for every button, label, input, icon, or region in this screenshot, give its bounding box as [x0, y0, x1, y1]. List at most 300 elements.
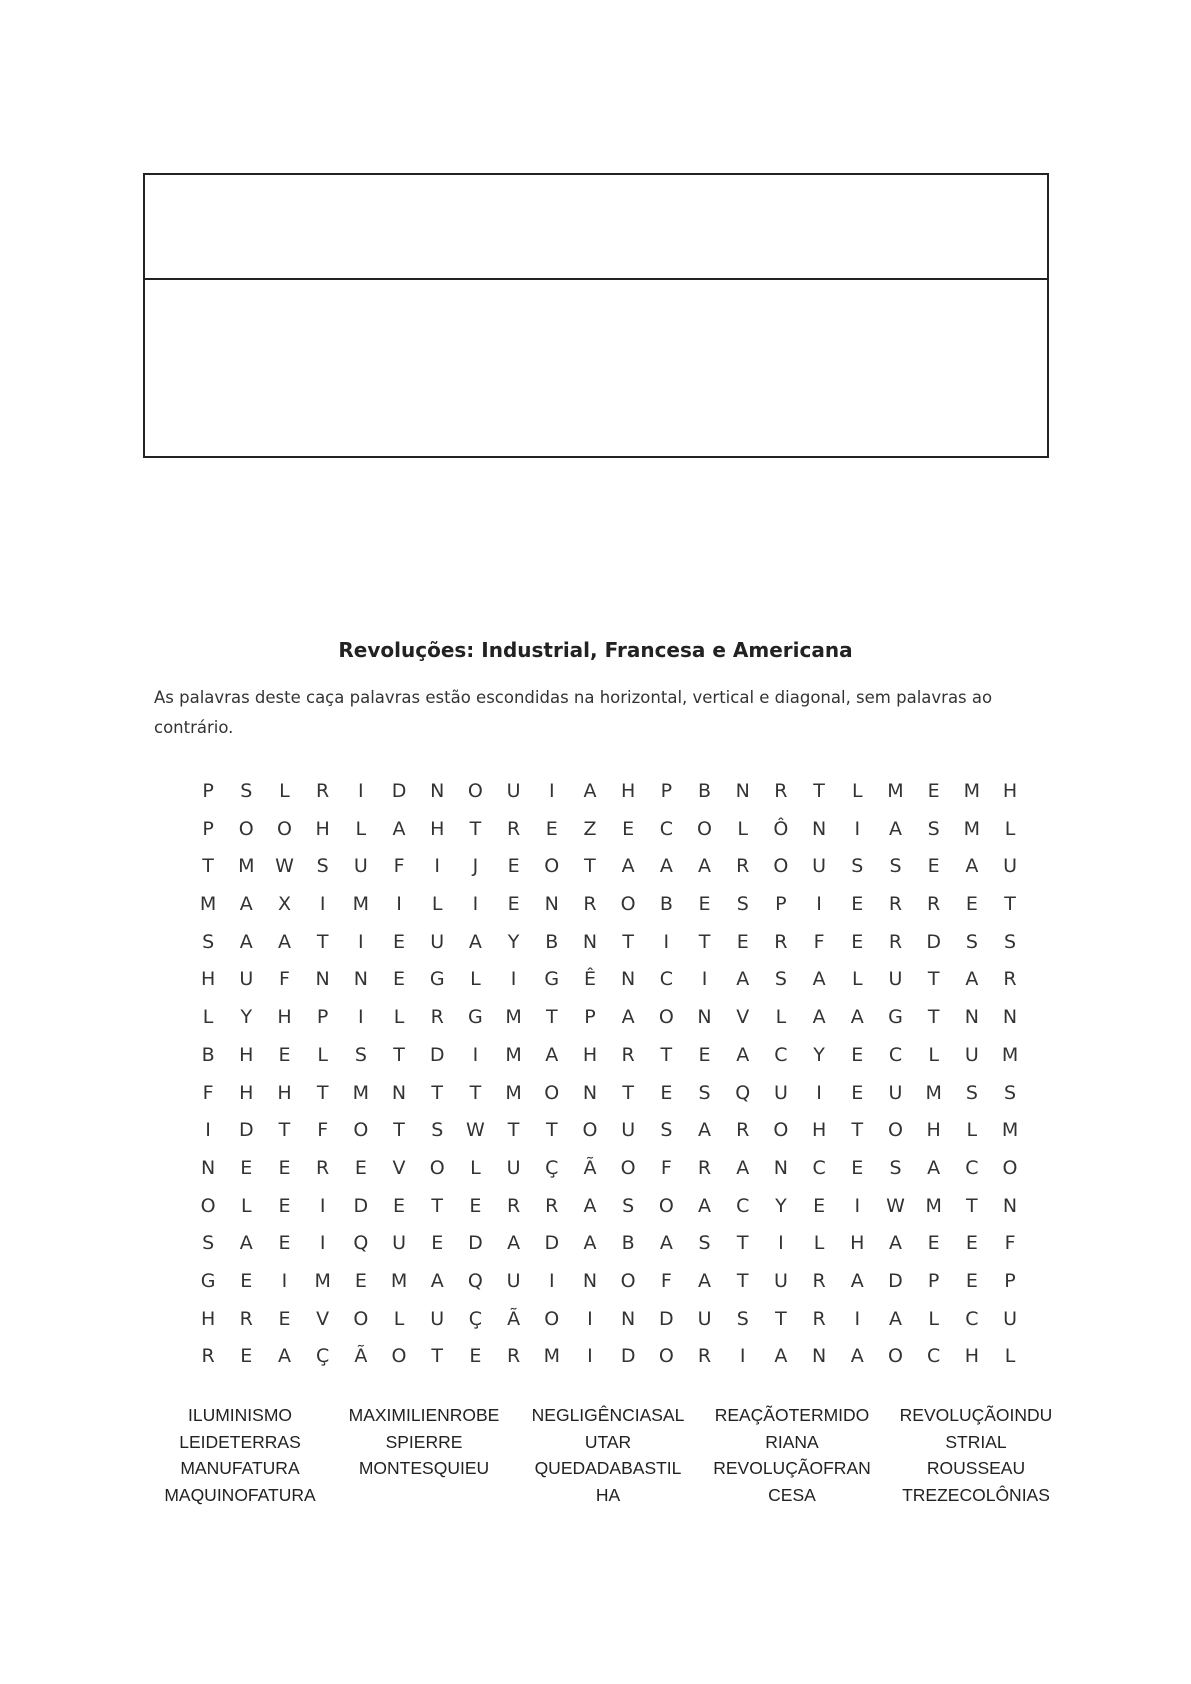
grid-cell: S	[202, 1232, 215, 1255]
grid-cell: H	[621, 780, 636, 802]
grid-cell: C	[927, 1345, 941, 1368]
grid-cell: R	[736, 1119, 750, 1142]
grid-cell: U	[1003, 855, 1017, 878]
grid-cell: A	[277, 930, 291, 953]
word-column	[148, 1402, 332, 1508]
grid-cell: Q	[735, 1081, 751, 1104]
grid-cell: U	[506, 780, 521, 802]
grid-cell: N	[582, 1081, 598, 1104]
grid-cell: A	[965, 968, 979, 991]
grid-cell: A	[850, 1006, 864, 1029]
grid-cell: Y	[507, 930, 520, 953]
grid-cell: T	[545, 1119, 558, 1142]
grid-row	[189, 999, 1029, 1037]
word-item: UTAR	[584, 1431, 632, 1452]
grid-cell: D	[353, 1194, 369, 1217]
grid-cell: V	[316, 1307, 330, 1330]
grid-cell: O	[887, 1345, 903, 1368]
grid-cell: N	[811, 1345, 827, 1368]
grid-cell: C	[888, 1043, 903, 1066]
grid-cell: I	[778, 1232, 784, 1255]
grid-cell: D	[620, 1345, 636, 1368]
grid-cell: I	[472, 1043, 479, 1066]
grid-cell: A	[850, 1345, 864, 1368]
grid-cell: A	[812, 968, 826, 991]
grid-cell: T	[278, 1119, 291, 1142]
grid-cell: S	[202, 930, 215, 953]
grid-cell: S	[774, 968, 787, 991]
grid-row	[189, 886, 1029, 924]
grid-cell: H	[582, 1043, 598, 1066]
grid-cell: L	[470, 968, 481, 991]
grid-cell: M	[199, 893, 217, 916]
grid-cell: Ô	[773, 817, 789, 840]
grid-cell: U	[506, 1156, 521, 1179]
grid-cell: R	[927, 893, 941, 916]
word-item: SPIERRE	[385, 1431, 463, 1452]
grid-cell: W	[466, 1119, 485, 1142]
grid-cell: E	[851, 1081, 864, 1104]
grid-cell: W	[275, 855, 294, 878]
grid-cell: T	[431, 1345, 444, 1368]
grid-cell: C	[736, 1194, 750, 1217]
grid-cell: O	[773, 855, 789, 878]
grid-cell: R	[201, 1345, 215, 1368]
grid-cell: F	[660, 1269, 672, 1292]
grid-cell: M	[963, 780, 981, 802]
word-item: NEGLIGÊNCIASAL	[531, 1405, 685, 1425]
grid-cell: R	[812, 1307, 826, 1330]
grid-cell: Y	[240, 1006, 253, 1029]
grid-cell: L	[431, 893, 443, 916]
grid-cell: A	[774, 1345, 788, 1368]
grid-cell: A	[736, 968, 750, 991]
grid-cell: C	[659, 817, 673, 840]
grid-cell: I	[587, 1345, 593, 1368]
grid-cell: M	[887, 780, 904, 802]
grid-cell: T	[736, 1232, 749, 1255]
grid-cell: U	[697, 1307, 712, 1330]
grid-cell: A	[468, 930, 482, 953]
grid-cell: H	[926, 1119, 941, 1142]
grid-cell: L	[317, 1043, 328, 1066]
grid-cell: G	[468, 1006, 483, 1029]
grid-cell: E	[278, 1043, 291, 1066]
grid-cell: T	[1004, 893, 1016, 916]
grid-cell: O	[658, 1194, 674, 1217]
grid-cell: R	[316, 780, 330, 802]
grid-cell: L	[240, 1194, 252, 1217]
word-item: QUEDADABASTIL	[534, 1458, 682, 1478]
grid-cell: O	[429, 1156, 445, 1179]
grid-cell: L	[355, 817, 367, 840]
grid-cell: T	[469, 1081, 482, 1104]
grid-cell: E	[545, 817, 558, 840]
grid-cell: I	[319, 1232, 326, 1255]
grid-row	[189, 1075, 1029, 1113]
grid-cell: E	[660, 1081, 673, 1104]
grid-cell: L	[393, 1006, 405, 1029]
grid-cell: I	[548, 1269, 555, 1292]
grid-cell: A	[545, 1043, 559, 1066]
grid-cell: O	[391, 1345, 407, 1368]
word-item: LEIDETERRAS	[179, 1431, 301, 1452]
grid-cell: D	[926, 930, 941, 953]
grid-cell: E	[851, 930, 864, 953]
grid-row	[189, 848, 1029, 886]
grid-cell: T	[507, 1119, 520, 1142]
grid-cell: Ç	[468, 1307, 483, 1330]
word-item: RIANA	[765, 1431, 819, 1452]
grid-cell: O	[658, 1345, 674, 1368]
grid-cell: O	[353, 1307, 369, 1330]
grid-cell: U	[506, 1269, 521, 1292]
grid-cell: A	[583, 1194, 597, 1217]
grid-cell: G	[200, 1269, 216, 1292]
grid-cell: P	[1004, 1269, 1016, 1292]
letter-grid	[189, 773, 1029, 1376]
grid-cell: F	[279, 968, 290, 991]
grid-cell: F	[813, 930, 825, 953]
grid-cell: I	[358, 930, 364, 953]
grid-cell: R	[888, 893, 903, 916]
grid-cell: N	[1002, 1194, 1018, 1217]
grid-cell: S	[965, 1081, 978, 1104]
grid-cell: A	[239, 1232, 253, 1255]
grid-cell: T	[545, 1006, 558, 1029]
grid-cell: I	[816, 1081, 822, 1104]
grid-cell: S	[354, 1043, 367, 1066]
grid-cell: M	[963, 817, 981, 840]
grid-cell: L	[470, 1156, 481, 1179]
grid-cell: D	[238, 1119, 254, 1142]
grid-cell: Ç	[545, 1156, 559, 1179]
grid-cell: M	[352, 1081, 370, 1104]
grid-cell: R	[545, 1194, 559, 1217]
grid-row	[189, 811, 1029, 849]
grid-cell: O	[773, 1119, 789, 1142]
grid-cell: T	[316, 930, 329, 953]
grid-row	[189, 961, 1029, 999]
grid-cell: M	[390, 1269, 408, 1292]
grid-cell: A	[850, 1269, 864, 1292]
grid-cell: H	[200, 1307, 216, 1330]
grid-cell: L	[966, 1119, 978, 1142]
grid-cell: O	[467, 780, 483, 802]
grid-cell: G	[888, 1006, 903, 1029]
grid-cell: D	[468, 1232, 483, 1255]
grid-cell: N	[315, 968, 330, 991]
grid-cell: I	[396, 893, 402, 916]
grid-cell: N	[430, 780, 445, 802]
grid-cell: I	[739, 1345, 746, 1368]
grid-cell: I	[472, 893, 479, 916]
grid-cell: O	[887, 1119, 903, 1142]
grid-cell: G	[544, 968, 560, 991]
grid-cell: S	[698, 1232, 711, 1255]
grid-cell: H	[430, 817, 445, 840]
word-column	[884, 1402, 1068, 1508]
grid-cell: A	[507, 1232, 521, 1255]
grid-cell: P	[316, 1006, 329, 1029]
grid-cell: B	[621, 1232, 635, 1255]
grid-cell: L	[393, 1307, 405, 1330]
puzzle-title: Revoluções: Industrial, Francesa e Americana	[338, 638, 853, 662]
grid-cell: S	[622, 1194, 635, 1217]
grid-cell: E	[736, 930, 749, 953]
grid-cell: B	[545, 930, 559, 953]
grid-cell: Z	[583, 817, 597, 840]
grid-cell: N	[1002, 1006, 1018, 1029]
grid-cell: A	[583, 1232, 597, 1255]
grid-cell: I	[205, 1119, 211, 1142]
grid-cell: Ê	[583, 968, 596, 991]
grid-row	[189, 924, 1029, 962]
grid-cell: F	[660, 1156, 672, 1179]
grid-cell: A	[888, 1232, 902, 1255]
grid-cell: R	[736, 855, 750, 878]
grid-cell: I	[854, 817, 861, 840]
grid-cell: R	[697, 1345, 712, 1368]
grid-cell: L	[813, 1232, 825, 1255]
grid-cell: I	[701, 968, 708, 991]
grid-cell: S	[660, 1119, 673, 1142]
grid-cell: R	[316, 1156, 330, 1179]
grid-cell: N	[582, 930, 598, 953]
grid-cell: M	[238, 855, 255, 878]
word-item: ROUSSEAU	[926, 1458, 1026, 1478]
word-column	[516, 1402, 700, 1508]
grid-cell: O	[1002, 1156, 1018, 1179]
grid-cell: A	[277, 1345, 291, 1368]
grid-cell: C	[774, 1043, 788, 1066]
grid-cell: U	[239, 968, 254, 991]
grid-cell: E	[927, 1232, 940, 1255]
grid-cell: N	[544, 893, 559, 916]
grid-cell: I	[587, 1307, 593, 1330]
grid-cell: I	[510, 968, 517, 991]
grid-cell: A	[927, 1156, 941, 1179]
word-item: CESA	[768, 1484, 816, 1505]
grid-cell: H	[277, 1081, 292, 1104]
grid-cell: I	[816, 893, 822, 916]
grid-cell: U	[964, 1043, 979, 1066]
grid-cell: L	[851, 968, 863, 991]
grid-cell: O	[620, 1156, 636, 1179]
word-item: MAXIMILIENROBE	[348, 1405, 500, 1425]
grid-cell: T	[851, 1119, 864, 1142]
grid-cell: E	[469, 1345, 482, 1368]
grid-cell: U	[392, 1232, 406, 1255]
grid-cell: R	[621, 1043, 635, 1066]
grid-cell: O	[620, 1269, 636, 1292]
grid-cell: I	[319, 1194, 326, 1217]
grid-cell: A	[698, 1269, 712, 1292]
grid-cell: C	[812, 1156, 826, 1179]
grid-cell: F	[317, 1119, 329, 1142]
grid-cell: J	[472, 855, 479, 878]
grid-cell: D	[659, 1307, 674, 1330]
grid-cell: A	[812, 1006, 826, 1029]
grid-cell: E	[965, 1269, 978, 1292]
grid-cell: A	[430, 1269, 444, 1292]
grid-cell: T	[813, 780, 825, 802]
grid-cell: T	[622, 1081, 634, 1104]
grid-cell: M	[505, 1006, 522, 1029]
grid-cell: H	[239, 1081, 254, 1104]
grid-cell: A	[888, 1307, 902, 1330]
grid-cell: O	[544, 1081, 560, 1104]
grid-cell: S	[736, 893, 749, 916]
grid-cell: T	[660, 1043, 673, 1066]
grid-cell: T	[316, 1081, 329, 1104]
grid-cell: S	[698, 1081, 711, 1104]
grid-row	[189, 1112, 1029, 1150]
grid-cell: S	[736, 1307, 749, 1330]
grid-cell: F	[202, 1081, 214, 1104]
grid-cell: E	[698, 893, 711, 916]
grid-cell: E	[240, 1269, 253, 1292]
grid-cell: O	[238, 817, 254, 840]
grid-cell: M	[314, 1269, 331, 1292]
grid-cell: M	[925, 1081, 942, 1104]
grid-cell: N	[200, 1156, 216, 1179]
grid-cell: T	[622, 930, 634, 953]
grid-cell: T	[966, 1194, 978, 1217]
grid-cell: A	[239, 930, 253, 953]
grid-cell: L	[928, 1043, 939, 1066]
grid-cell: R	[774, 780, 788, 802]
grid-cell: S	[965, 930, 978, 953]
grid-cell: N	[582, 1269, 598, 1292]
grid-cell: O	[200, 1194, 216, 1217]
grid-cell: A	[621, 855, 635, 878]
grid-cell: O	[658, 1006, 674, 1029]
grid-cell: U	[773, 1081, 788, 1104]
grid-row	[189, 1225, 1029, 1263]
grid-cell: E	[393, 1194, 406, 1217]
grid-cell: A	[736, 1043, 750, 1066]
grid-cell: E	[278, 1156, 291, 1179]
grid-cell: O	[544, 855, 560, 878]
grid-cell: W	[886, 1194, 905, 1217]
grid-cell: T	[698, 930, 711, 953]
grid-cell: D	[544, 1232, 560, 1255]
grid-cell: E	[965, 1232, 978, 1255]
grid-cell: E	[698, 1043, 711, 1066]
grid-cell: M	[505, 1081, 522, 1104]
word-item: ILUMINISMO	[187, 1405, 293, 1425]
grid-cell: M	[925, 1194, 942, 1217]
grid-cell: R	[430, 1006, 444, 1029]
grid-cell: U	[430, 1307, 445, 1330]
grid-cell: R	[506, 1345, 521, 1368]
grid-cell: M	[505, 1043, 522, 1066]
grid-cell: L	[775, 1006, 787, 1029]
grid-cell: A	[659, 855, 673, 878]
grid-cell: A	[583, 780, 597, 802]
puzzle-instructions: As palavras deste caça palavras estão escondidas na horizontal, vertical e diagonal, sem palavras ao contrário.	[154, 688, 993, 737]
grid-cell: T	[202, 855, 214, 878]
grid-cell: P	[927, 1269, 940, 1292]
grid-row	[189, 1301, 1029, 1339]
grid-cell: H	[277, 1006, 292, 1029]
grid-cell: R	[1003, 968, 1017, 991]
grid-cell: E	[507, 855, 520, 878]
grid-cell: R	[583, 893, 597, 916]
grid-cell: Ã	[354, 1345, 368, 1368]
grid-cell: N	[353, 968, 368, 991]
grid-cell: D	[888, 1269, 903, 1292]
grid-cell: E	[965, 893, 978, 916]
grid-cell: F	[1004, 1232, 1016, 1255]
grid-cell: C	[965, 1307, 979, 1330]
grid-row	[189, 1263, 1029, 1301]
grid-cell: R	[697, 1156, 712, 1179]
grid-cell: U	[888, 968, 903, 991]
grid-cell: E	[278, 1194, 291, 1217]
grid-cell: U	[773, 1269, 788, 1292]
grid-cell: Ã	[507, 1307, 521, 1330]
grid-cell: N	[735, 780, 750, 802]
grid-cell: H	[964, 1345, 979, 1368]
word-list	[148, 1402, 1068, 1508]
grid-cell: P	[202, 817, 214, 840]
word-column	[332, 1402, 516, 1508]
word-item: TREZECOLÔNIAS	[902, 1484, 1050, 1505]
grid-cell: H	[315, 817, 330, 840]
grid-cell: I	[854, 1194, 861, 1217]
grid-cell: E	[469, 1194, 482, 1217]
grid-cell: T	[927, 968, 940, 991]
grid-cell: E	[354, 1156, 367, 1179]
grid-cell: P	[584, 1006, 596, 1029]
grid-cell: U	[430, 930, 445, 953]
grid-cell: L	[851, 780, 863, 802]
grid-cell: A	[621, 1006, 635, 1029]
grid-cell: X	[277, 893, 291, 916]
grid-cell: A	[392, 817, 406, 840]
word-column	[700, 1402, 884, 1508]
grid-cell: T	[431, 1194, 444, 1217]
grid-cell: O	[353, 1119, 369, 1142]
grid-cell: I	[434, 855, 441, 878]
grid-cell: A	[698, 855, 712, 878]
grid-cell: N	[773, 1156, 789, 1179]
grid-cell: O	[620, 893, 636, 916]
grid-cell: Ã	[583, 1156, 597, 1179]
grid-cell: A	[659, 1232, 673, 1255]
grid-cell: E	[278, 1307, 291, 1330]
grid-cell: E	[431, 1232, 444, 1255]
grid-cell: Q	[353, 1232, 369, 1255]
grid-cell: O	[697, 817, 713, 840]
grid-cell: A	[239, 893, 253, 916]
grid-cell: E	[813, 1194, 826, 1217]
grid-cell: H	[1002, 780, 1018, 802]
grid-cell: A	[698, 1119, 712, 1142]
grid-cell: E	[240, 1156, 253, 1179]
grid-cell: E	[622, 817, 635, 840]
grid-cell: I	[854, 1307, 861, 1330]
grid-cell: M	[543, 1345, 560, 1368]
header-box	[143, 173, 1049, 458]
grid-cell: M	[1001, 1119, 1019, 1142]
grid-cell: V	[736, 1006, 750, 1029]
grid-cell: I	[663, 930, 670, 953]
grid-cell: E	[927, 855, 940, 878]
grid-cell: L	[1004, 817, 1016, 840]
